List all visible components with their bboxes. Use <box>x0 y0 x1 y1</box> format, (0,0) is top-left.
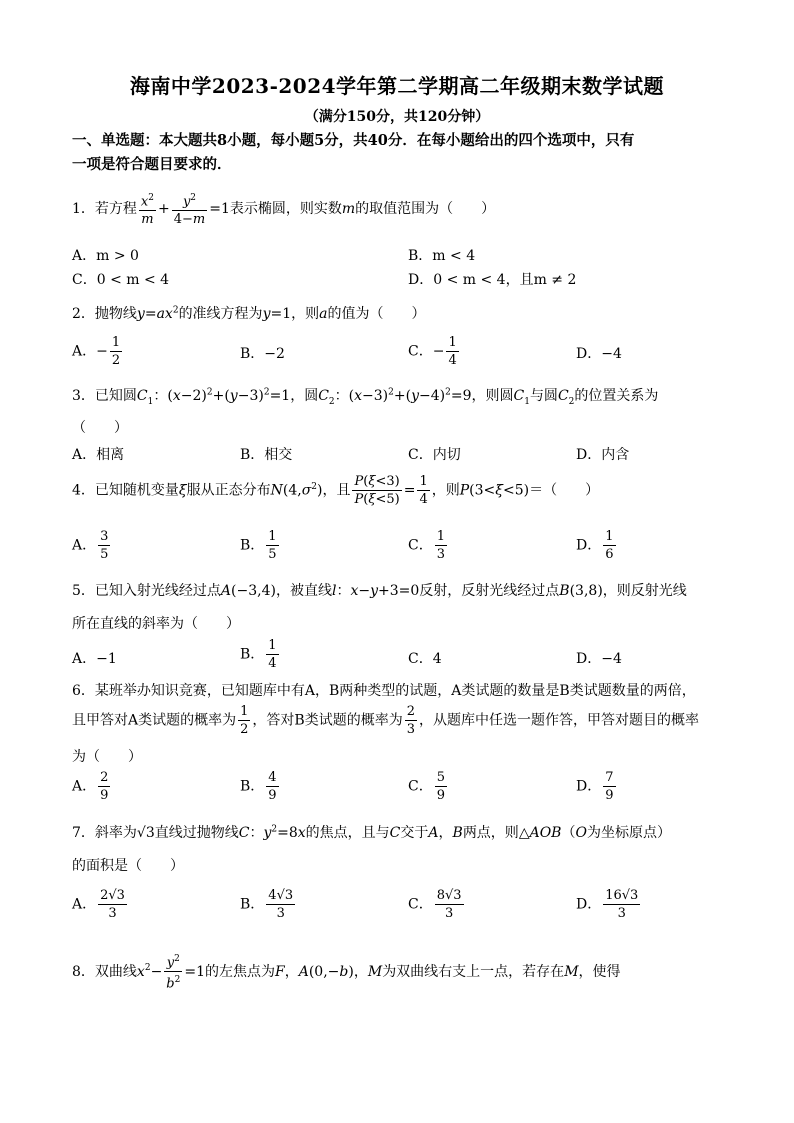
question-1: 1．若方程 $\frac{x^2}{m}$ + $\frac{y^2}{4-m}$ =1表示椭圆，则实数m的取值范围为（ ） <box>72 190 495 228</box>
question-6-line2: 且甲答对A类试题的概率为 $\frac{1}{2}$ ，答对B类试题的概率为 $\frac{2}{3}$ ，从题库中任选一题作答，甲答对题目的概率 <box>72 704 699 737</box>
q2-option-d[interactable]: D．−4 <box>576 346 622 362</box>
q6-option-c[interactable]: C． $\frac{5}{9}$ <box>408 770 445 803</box>
q5-option-c[interactable]: C．4 <box>408 651 442 667</box>
q7-option-a[interactable]: A． $\frac{2√3}{3}$ <box>72 888 125 921</box>
q7-option-c[interactable]: C． $\frac{8√3}{3}$ <box>408 888 462 921</box>
q2-option-a[interactable]: A．− $\frac{1}{2}$ <box>72 335 121 368</box>
q1-option-a[interactable]: A．m > 0 <box>72 248 139 264</box>
question-2: 2．抛物线$y=ax^2$的准线方程为y=1，则a的值为（ ） <box>72 305 426 322</box>
q2-option-c[interactable]: C．− $\frac{1}{4}$ <box>408 335 457 368</box>
q4-option-c[interactable]: C． $\frac{1}{3}$ <box>408 529 445 562</box>
q6-option-a[interactable]: A． $\frac{2}{9}$ <box>72 770 109 803</box>
q3-option-c[interactable]: C．内切 <box>408 447 461 463</box>
question-5: 5．已知入射光线经过点A(−3,4)，被直线l：x−y+3=0反射，反射光线经过点B(3,8)，则反射光线 <box>72 583 687 599</box>
q7-option-b[interactable]: B． $\frac{4√3}{3}$ <box>240 888 294 921</box>
question-4: 4．已知随机变量ξ服从正态分布$N(4,\sigma^2)$，且 $\frac{P(\xi<3)}{P(\xi<5)}$ = $\frac{1}{4}$ ，则P(3<ξ<5)＝（ ） <box>72 474 600 507</box>
q7-option-d[interactable]: D． $\frac{16√3}{3}$ <box>576 888 639 921</box>
q3-option-d[interactable]: D．内含 <box>576 447 630 463</box>
q1-option-c[interactable]: C．0 < m < 4 <box>72 272 170 288</box>
q5-option-b[interactable]: B． $\frac{1}{4}$ <box>240 638 277 671</box>
q4-option-a[interactable]: A． $\frac{3}{5}$ <box>72 529 109 562</box>
section-heading: 一、单选题：本大题共8小题，每小题5分，共40分．在每小题给出的四个选项中，只有 一项是符合题目要求的． <box>72 132 635 173</box>
question-6-line3: 为（ ） <box>72 749 142 765</box>
q1-option-d[interactable]: D．0 < m < 4，且m ≠ 2 <box>408 272 577 288</box>
q6-option-d[interactable]: D． $\frac{7}{9}$ <box>576 770 614 803</box>
q1-option-b[interactable]: B．m < 4 <box>408 248 476 264</box>
question-5-line2: 所在直线的斜率为（ ） <box>72 616 240 632</box>
question-6: 6．某班举办知识竞赛，已知题库中有A，B两种类型的试题，A类试题的数量是B类试题数量的两倍， <box>72 683 696 699</box>
q3-option-a[interactable]: A．相离 <box>72 447 125 463</box>
q6-option-b[interactable]: B． $\frac{4}{9}$ <box>240 770 277 803</box>
q5-option-d[interactable]: D．−4 <box>576 651 622 667</box>
question-8: 8．双曲线$x^2-$ $\frac{y^2}{b^2}$ =1的左焦点为F，A(0,−b)，M为双曲线右支上一点，若存在M，使得 <box>72 951 621 993</box>
question-7: 7．斜率为√3直线过抛物线C：$y^2=8x$的焦点，且与C交于A，B两点，则△AOB（O为坐标原点） <box>72 824 671 841</box>
q3-option-b[interactable]: B．相交 <box>240 447 293 463</box>
exam-title: 海南中学2023-2024学年第二学期高二年级期末数学试题 <box>129 74 665 98</box>
q4-option-d[interactable]: D． $\frac{1}{6}$ <box>576 529 614 562</box>
question-7-line2: 的面积是（ ） <box>72 858 184 874</box>
q4-option-b[interactable]: B． $\frac{1}{5}$ <box>240 529 277 562</box>
question-3: 3．已知圆$C_1$：$(x-2)^2+(y-3)^2=1$，圆$C_2$：$(x-3)^2+(y-4)^2=9$，则圆$C_1$与圆$C_2$的位置关系为 <box>72 387 659 407</box>
question-3-blank: （ ） <box>72 420 128 436</box>
exam-subtitle: （满分150分，共120分钟） <box>304 109 490 125</box>
q5-option-a[interactable]: A．−1 <box>72 651 117 667</box>
q2-option-b[interactable]: B．−2 <box>240 346 285 362</box>
